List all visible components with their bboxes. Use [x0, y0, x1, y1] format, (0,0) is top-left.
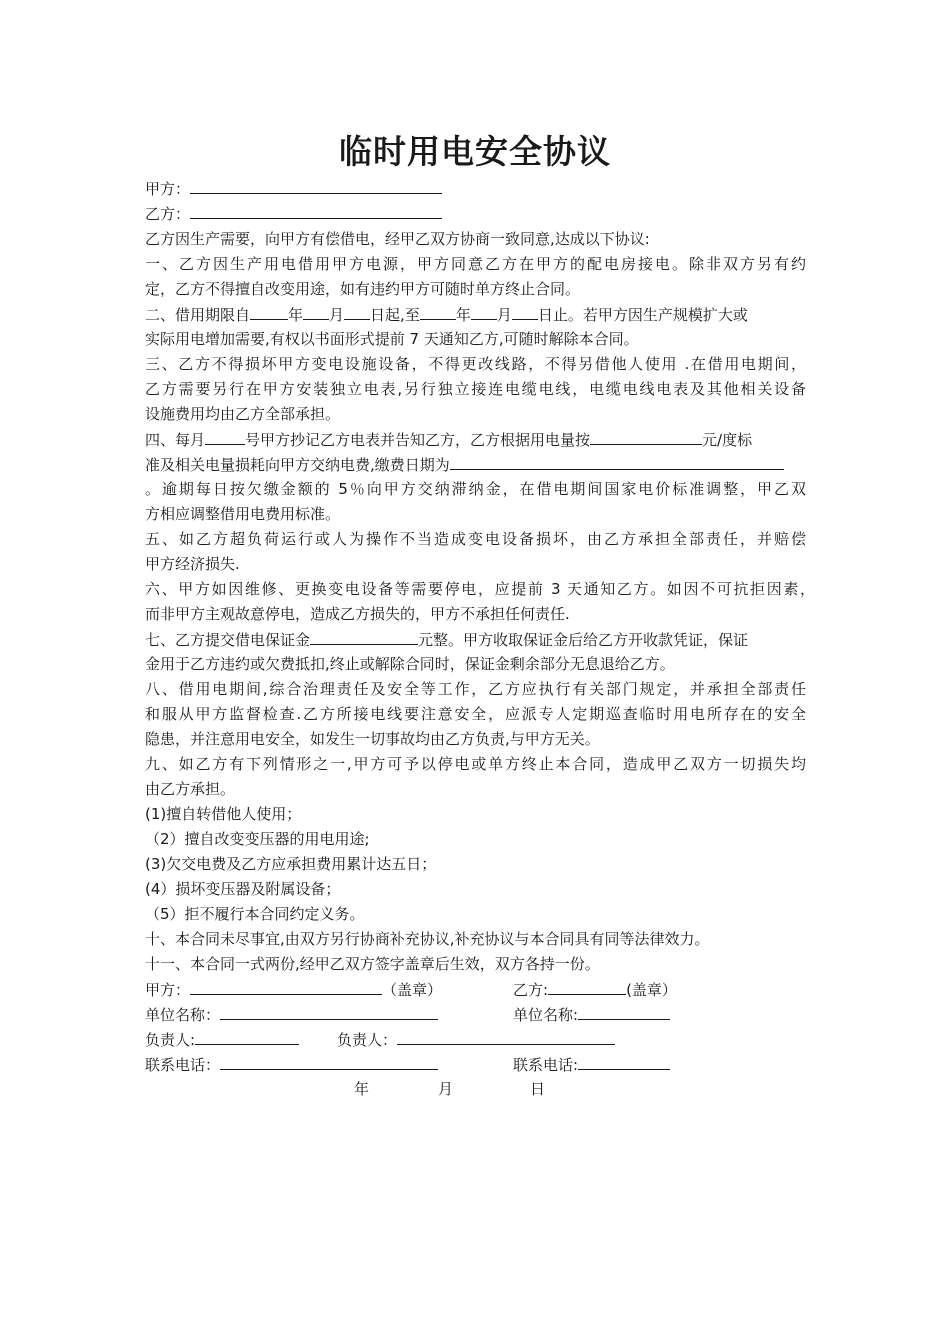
intro-text: 乙方因生产需要，向甲方有偿借电，经甲乙双方协商一致同意,达成以下协议: — [145, 230, 650, 248]
clause-6-line-1: 六、甲方如因维修、更换变电设备等需要停电，应提前 3 天通知乙方。如因不可抗拒因素， — [145, 580, 815, 598]
phone-b-blank[interactable] — [578, 1054, 670, 1070]
clause-11: 十一、本合同一式两份,经甲乙双方签字盖章后生效，双方各持一份。 — [145, 955, 600, 973]
clause-7-line-1: 七、乙方提交借电保证金 元整。甲方收取保证金后给乙方开收款凭证，保证 — [145, 631, 749, 649]
clause-9-line-1: 九、如乙方有下列情形之一,甲方可予以停电或单方终止本合同，造成甲乙双方一切损失均 — [145, 755, 806, 773]
party-a-line — [145, 178, 442, 199]
clause-4-line-4: 方相应调整借用电费用标准。 — [145, 505, 341, 523]
party-a-blank[interactable] — [190, 178, 442, 194]
list-item: (1)擅自转借他人使用； — [145, 805, 302, 823]
unit-name-b-blank[interactable] — [578, 1004, 670, 1020]
sign-party-b-blank[interactable] — [548, 979, 626, 995]
party-b-label: 乙方： — [145, 205, 191, 223]
clause-5-line-2: 甲方经济损失. — [145, 555, 240, 573]
clause-8-line-1: 八、借用电期间,综合治理责任及安全等工作，乙方应执行有关部门规定，并承担全部责任 — [145, 680, 806, 698]
responsible-b: 负责人： — [337, 1029, 615, 1050]
phone-b: 联系电话: — [513, 1054, 670, 1075]
clause-6-line-2: 而非甲方主观故意停电，造成乙方损失的，甲方不承担任何责任. — [145, 605, 570, 623]
payment-date-blank[interactable] — [450, 454, 784, 470]
clause-4-line-3: 。逾期每日按欠缴金额的 5％向甲方交纳滞纳金，在借电期间国家电价标准调整，甲乙双 — [145, 480, 806, 498]
list-item: （5）拒不履行本合同约定义务。 — [145, 905, 365, 923]
unit-name-b: 单位名称: — [513, 1004, 670, 1025]
clause-3-line-3: 设施费用均由乙方全部承担。 — [145, 405, 341, 423]
list-item: （2）擅自改变变压器的用电用途; — [145, 830, 370, 848]
phone-a: 联系电话： — [145, 1054, 438, 1075]
clause-8-line-3: 隐患，并注意用电安全，如发生一切事故均由乙方负责,与甲方无关。 — [145, 730, 600, 748]
document-title: 临时用电安全协议 — [339, 132, 611, 171]
start-year-blank[interactable] — [250, 304, 288, 320]
clause-1-line-1: 一、乙方因生产用电借用甲方电源，甲方同意乙方在甲方的配电房接电。除非双方另有约 — [145, 255, 806, 273]
responsible-a-blank[interactable] — [195, 1029, 299, 1045]
clause-1-line-2: 定，乙方不得擅自改变用途，如有违约甲方可随时单方终止合同。 — [145, 280, 581, 298]
end-month-blank[interactable] — [471, 304, 497, 320]
deposit-blank[interactable] — [310, 629, 418, 645]
party-a-label: 甲方： — [145, 180, 191, 198]
responsible-b-blank[interactable] — [397, 1029, 615, 1045]
start-month-blank[interactable] — [303, 304, 329, 320]
clause-4-line-2: 准及相关电量损耗向甲方交纳电费,缴费日期为 — [145, 454, 784, 475]
sign-party-b: 乙方: (盖章） — [513, 981, 677, 999]
meter-day-blank[interactable] — [205, 429, 245, 445]
clause-5-line-1: 五、如乙方超负荷运行或人为操作不当造成变电设备损坏，由乙方承担全部责任，并赔偿 — [145, 530, 806, 548]
end-day-blank[interactable] — [512, 304, 538, 320]
clause-2-line-2: 实际用电增加需要,有权以书面形式提前 7 天通知乙方,可随时解除本合同。 — [145, 330, 639, 348]
list-item: (3)欠交电费及乙方应承担费用累计达五日； — [145, 855, 437, 873]
clause-4-line-1: 四、每月 号甲方抄记乙方电表并告知乙方，乙方根据用电量按 元/度标 — [145, 431, 753, 449]
clause-3-line-1: 三、乙方不得损坏甲方变电设施设备，不得更改线路，不得另借他人使用 .在借用电期间， — [145, 355, 806, 373]
clause-10: 十、本合同未尽事宜,由双方另行协商补充协议,补充协议与本合同具有同等法律效力。 — [145, 930, 710, 948]
responsible-a: 负责人: — [145, 1029, 299, 1050]
phone-a-blank[interactable] — [220, 1054, 438, 1070]
start-day-blank[interactable] — [344, 304, 370, 320]
sign-party-a: 甲方： （盖章） — [145, 981, 443, 999]
clause-2-line-1: 二、借用期限自 年 月 日起,至 年 月 日止。若甲方因生产规模扩大或 — [145, 306, 748, 324]
unit-price-blank[interactable] — [590, 429, 702, 445]
unit-name-a: 单位名称： — [145, 1004, 438, 1025]
unit-name-a-blank[interactable] — [220, 1004, 438, 1020]
sign-party-a-blank[interactable] — [190, 979, 382, 995]
party-b-line — [145, 203, 442, 224]
list-item: (4）损坏变压器及附属设备； — [145, 880, 341, 898]
clause-3-line-2: 乙方需要另行在甲方安装独立电表,另行独立接连电缆电线，电缆电线电表及其他相关设备 — [145, 380, 806, 398]
clause-8-line-2: 和服从甲方监督检查.乙方所接电线要注意安全，应派专人定期巡查临时用电所存在的安全 — [145, 705, 806, 723]
date-month: 月 — [438, 1080, 454, 1098]
end-year-blank[interactable] — [420, 304, 456, 320]
date-day: 日 — [530, 1080, 546, 1098]
date-year: 年 — [354, 1080, 370, 1098]
clause-7-line-2: 金用于乙方违约或欠费抵扣,终止或解除合同时，保证金剩余部分无息退给乙方。 — [145, 655, 675, 673]
clause-9-line-2: 由乙方承担。 — [145, 780, 236, 798]
party-b-blank[interactable] — [190, 203, 442, 219]
